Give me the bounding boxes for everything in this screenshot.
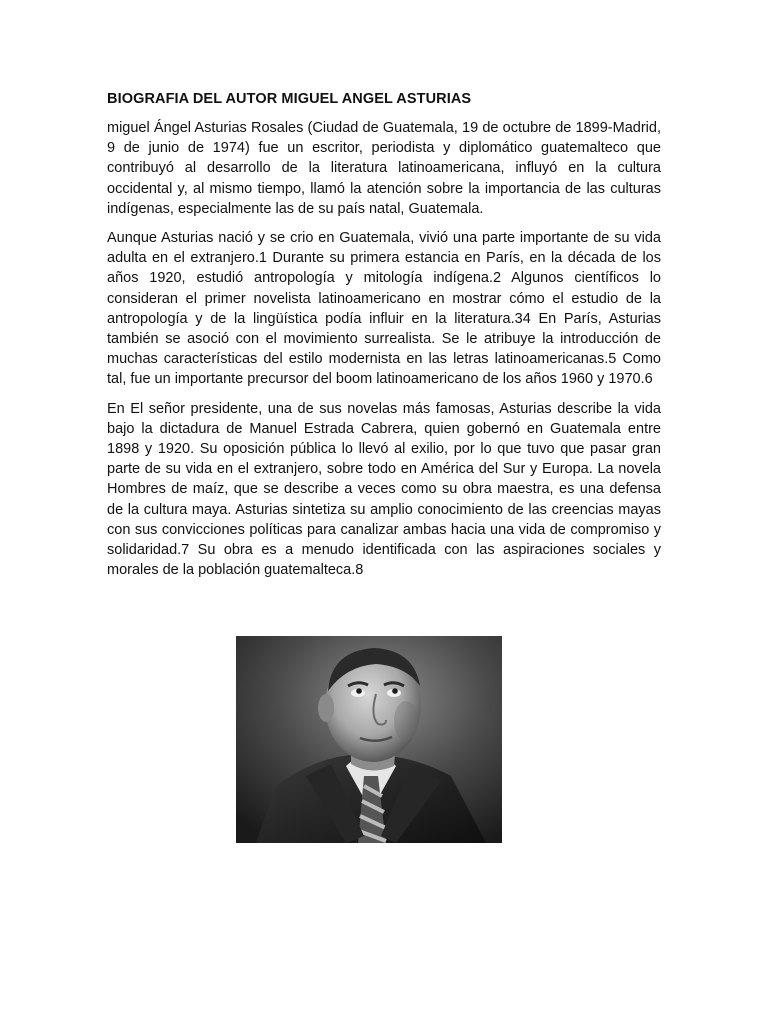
author-portrait-photo xyxy=(236,636,502,843)
paragraph-2: Aunque Asturias nació y se crio en Guatemala, vivió una parte importante de su vida adulta en el extranjero.1 Durante su primera estancia en París, en la década de los años 1920, estudió antropología y mitología indígena.2 Algunos científicos lo consideran el primer novelista latinoamericano en mostrar cómo el estudio de la antropología y de la lingüística podía influir en la literatura.34 En París, Asturias también se asoció con el movimiento surrealista. Se le atribuye la introducción de muchas características del estilo modernista en las letras latinoamericanas.5 Como tal, fue un importante precursor del boom latinoamericano de los años 1960 y 1970.6 xyxy=(107,230,661,388)
paragraph-3: En El señor presidente, una de sus novelas más famosas, Asturias describe la vida bajo la dictadura de Manuel Estrada Cabrera, quien gobernó en Guatemala entre 1898 y 1920. Su oposición pública lo llevó al exilio, por lo que tuvo que pasar gran parte de su vida en el extranjero, sobre todo en América del Sur y Europa. La novela Hombres de maíz, que se describe a veces como su obra maestra, es una defensa de la cultura maya. Asturias sintetiza su amplio conocimiento de las creencias mayas con sus convicciones políticas para canalizar ambas hacia una vida de compromiso y solidaridad.7 Su obra es a menudo identificada con las aspiraciones sociales y morales de la población guatemalteca.8 xyxy=(107,400,661,579)
paragraph-1: miguel Ángel Asturias Rosales (Ciudad de Guatemala, 19 de octubre de 1899-Madrid, 9 de junio de 1974) fue un escritor, periodista y diplomático guatemalteco que contribuyó al desarrollo de la literatura latinoamericana, influyó en la cultura occidental y, al mismo tiempo, llamó la atención sobre la importancia de las culturas indígenas, especialmente las de su país natal, Guatemala. xyxy=(107,120,661,217)
document-page xyxy=(107,88,661,589)
document-title: BIOGRAFIA DEL AUTOR MIGUEL ANGEL ASTURIAS xyxy=(107,91,472,107)
